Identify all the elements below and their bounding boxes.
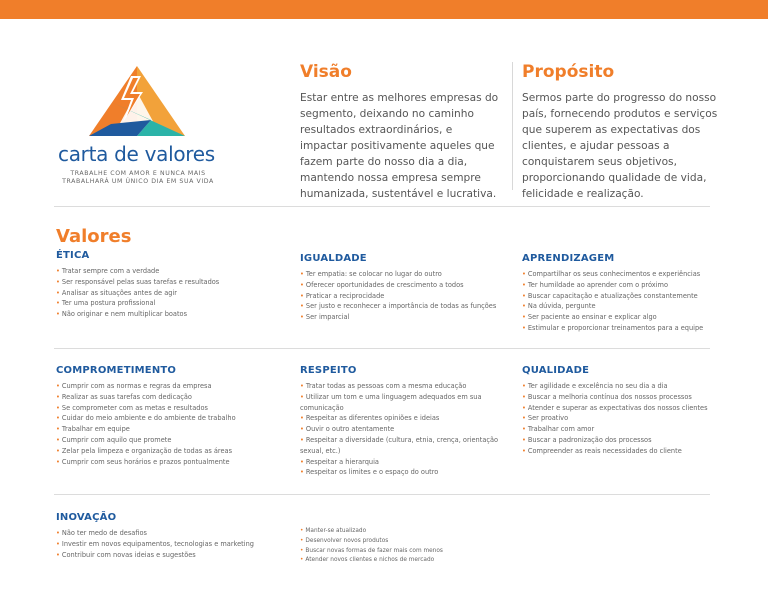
top-orange-bar	[0, 0, 768, 19]
list-item: • Ter empatia: se colocar no lugar do outro	[300, 270, 442, 278]
value-title: RESPEITO	[300, 365, 357, 376]
value-comprometimento	[56, 365, 276, 467]
list-item: • Buscar a melhoria contínua dos nossos processos	[522, 392, 692, 401]
list-item: • Investir em novos equipamentos, tecnologias e marketing	[56, 539, 254, 548]
value-list	[300, 381, 500, 478]
list-item: • Ter agilidade e excelência no seu dia a dia	[522, 382, 668, 390]
value-list	[522, 381, 742, 457]
list-item: • Zelar pela limpeza e organização de todas as áreas	[56, 446, 233, 455]
section-divider	[54, 348, 710, 349]
purpose-title: Propósito	[522, 62, 615, 82]
list-item: • Tratar todas as pessoas com a mesma educação	[300, 382, 467, 390]
vision-section	[300, 62, 500, 202]
value-list	[300, 527, 520, 566]
list-item: • Utilizar um tom e uma linguagem adequados em sua comunicação	[300, 392, 482, 412]
value-igualdade	[300, 253, 520, 323]
triangle-lightning-logo-icon	[81, 62, 193, 140]
list-item: • Respeitar a diversidade (cultura, etnia, crença, orientação sexual, etc.)	[300, 435, 499, 455]
brand-tagline: TRABALHE COM AMOR E NUNCA MAIS TRABALHARÁ UM ÚNICO DIA EM SUA VIDA	[62, 170, 214, 185]
list-item: • Ser proativo	[522, 414, 569, 423]
list-item: • Trabalhar em equipe	[56, 425, 130, 434]
purpose-text: Sermos parte do progresso do nosso país, fornecendo produtos e serviços que superem as expectativas dos clientes, e ajudar pessoas a conquistarem seus objetivos, proporcionando qualidade de vida, felicidade e realização.	[522, 92, 718, 200]
list-item: • Ter uma postura profissional	[56, 299, 156, 308]
vertical-divider	[512, 62, 513, 190]
list-item: • Respeitar os limites e o espaço do outro	[300, 468, 439, 477]
list-item: • Estimular e proporcionar treinamentos para a equipe	[522, 323, 704, 332]
value-title: APRENDIZAGEM	[522, 253, 615, 264]
value-list	[56, 381, 276, 467]
list-item: • Cuidar do meio ambiente e do ambiente de trabalho	[56, 414, 236, 423]
value-title: COMPROMETIMENTO	[56, 365, 177, 376]
list-item: • Não originar e nem multiplicar boatos	[56, 310, 188, 319]
list-item: • Tratar sempre com a verdade	[56, 267, 160, 275]
section-divider	[54, 494, 710, 495]
value-list	[300, 269, 520, 323]
brand-block	[48, 62, 228, 185]
list-item: • Buscar a padronização dos processos	[522, 435, 652, 444]
list-item: • Analisar as situações antes de agir	[56, 288, 177, 297]
purpose-section	[522, 62, 722, 202]
list-item: • Compreender as reais necessidades do cliente	[522, 446, 682, 455]
value-list	[522, 269, 742, 334]
list-item: • Respeitar as diferentes opiniões e ideias	[300, 414, 440, 423]
vision-title: Visão	[300, 62, 352, 82]
list-item: • Praticar a reciprocidade	[300, 291, 385, 300]
vision-text: Estar entre as melhores empresas do segmento, deixando no caminho resultados extraordinários, e impactar positivamente aqueles que fazem parte do nosso dia a dia, mantendo nossa empresa sempre humanizada, sustentável e lucrativa.	[300, 92, 499, 200]
list-item: • Ser paciente ao ensinar e explicar algo	[522, 313, 657, 322]
value-title: QUALIDADE	[522, 365, 590, 376]
list-item: • Ouvir o outro atentamente	[300, 425, 395, 434]
value-aprendizagem	[522, 253, 742, 334]
value-respeito	[300, 365, 500, 478]
value-title: ÉTICA	[56, 250, 90, 261]
list-item: • Ser justo e reconhecer a importância de todas as funções	[300, 302, 497, 311]
list-item: • Contribuir com novas ideias e sugestões	[56, 550, 196, 559]
list-item: • Buscar capacitação e atualizações constantemente	[522, 291, 698, 300]
list-item: • Cumprir com aquilo que promete	[56, 435, 172, 444]
value-list	[56, 528, 276, 560]
list-item: • Cumprir com as normas e regras da empresa	[56, 382, 212, 390]
list-item: • Ter humildade ao aprender com o próximo	[522, 280, 668, 289]
list-item: • Buscar novas formas de fazer mais com menos	[300, 547, 443, 554]
list-item: • Trabalhar com amor	[522, 425, 595, 434]
value-etica	[56, 250, 276, 320]
valores-title: Valores	[56, 226, 132, 247]
brand-name: carta de valores	[58, 142, 215, 166]
list-item: • Na dúvida, pergunte	[522, 302, 596, 311]
list-item: • Desenvolver novos produtos	[300, 537, 389, 544]
list-item: • Oferecer oportunidades de crescimento a todos	[300, 280, 464, 289]
list-item: • Não ter medo de desafios	[56, 529, 147, 537]
section-divider	[54, 206, 710, 207]
list-item: • Ser responsável pelas suas tarefas e resultados	[56, 277, 220, 286]
list-item: • Atender novos clientes e nichos de mercado	[300, 557, 435, 564]
list-item: • Respeitar a hierarquia	[300, 457, 379, 466]
list-item: • Realizar as suas tarefas com dedicação	[56, 392, 192, 401]
list-item: • Manter-se atualizado	[300, 528, 367, 534]
list-item: • Se comprometer com as metas e resultados	[56, 403, 208, 412]
value-qualidade	[522, 365, 742, 457]
list-item: • Compartilhar os seus conhecimentos e experiências	[522, 270, 701, 278]
value-inovacao	[56, 512, 276, 560]
value-title: INOVAÇÃO	[56, 512, 117, 523]
list-item: • Cumprir com seus horários e prazos pontualmente	[56, 457, 230, 466]
list-item: • Ser imparcial	[300, 313, 350, 322]
value-inovacao-continued	[300, 527, 520, 566]
list-item: • Atender e superar as expectativas dos nossos clientes	[522, 403, 708, 412]
value-list	[56, 266, 276, 320]
value-title: IGUALDADE	[300, 253, 367, 264]
